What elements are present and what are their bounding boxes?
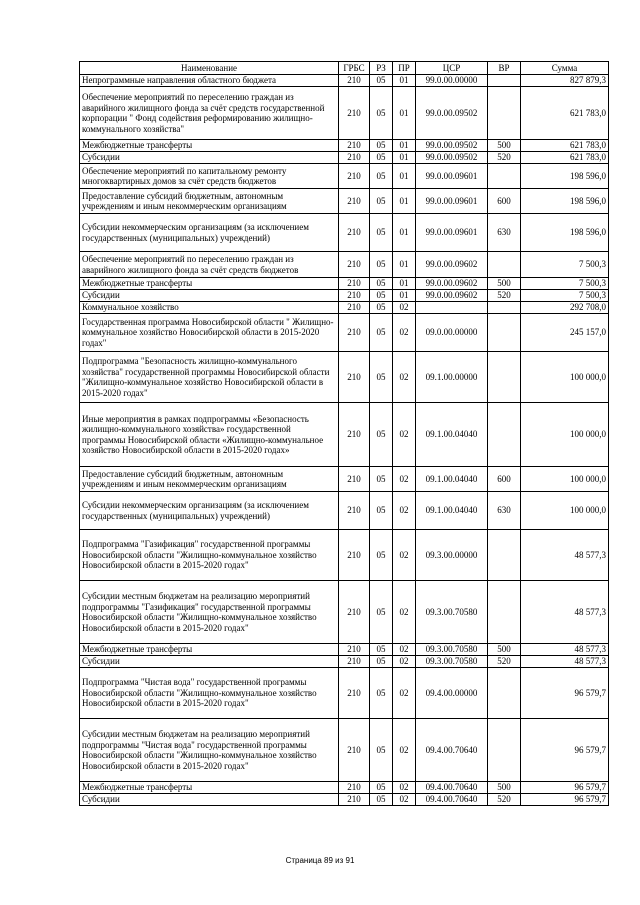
header-csr: ЦСР xyxy=(416,62,488,75)
cell-csr: 09.1.00.00000 xyxy=(416,352,488,403)
cell-name: Подпрограмма "Чистая вода" государственной программы Новосибирской области "Жилищно-коммунальное хозяйство Новосибирской области в 2015-2020 годах" xyxy=(80,668,339,719)
cell-csr: 09.3.00.70580 xyxy=(416,644,488,656)
header-rz: РЗ xyxy=(370,62,393,75)
cell-sum: 96 579,7 xyxy=(521,782,609,794)
cell-grbs: 210 xyxy=(339,467,370,492)
table-row xyxy=(80,290,609,302)
cell-sum: 100 000,0 xyxy=(521,403,609,467)
cell-vr xyxy=(488,352,521,403)
cell-pr: 02 xyxy=(393,492,416,530)
cell-vr: 520 xyxy=(488,152,521,164)
cell-vr xyxy=(488,668,521,719)
cell-rz: 05 xyxy=(370,75,393,87)
cell-name: Подпрограмма "Газификация" государственной программы Новосибирской области "Жилищно-коммунальное хозяйство Новосибирской области в 2015-2020 годах" xyxy=(80,530,339,581)
cell-pr: 02 xyxy=(393,782,416,794)
cell-pr: 02 xyxy=(393,794,416,806)
cell-sum: 96 579,7 xyxy=(521,794,609,806)
cell-sum: 621 783,0 xyxy=(521,87,609,140)
cell-vr: 600 xyxy=(488,467,521,492)
cell-vr xyxy=(488,530,521,581)
header-sum: Сумма xyxy=(521,62,609,75)
cell-vr: 630 xyxy=(488,492,521,530)
cell-pr: 01 xyxy=(393,214,416,252)
cell-csr: 09.4.00.70640 xyxy=(416,782,488,794)
cell-grbs: 210 xyxy=(339,668,370,719)
cell-pr: 01 xyxy=(393,140,416,152)
cell-name: Субсидии xyxy=(80,794,339,806)
table-row xyxy=(80,656,609,668)
cell-vr xyxy=(488,581,521,644)
table-header-row xyxy=(80,62,609,75)
cell-rz: 05 xyxy=(370,782,393,794)
cell-name: Межбюджетные трансферты xyxy=(80,782,339,794)
cell-csr: 09.3.00.00000 xyxy=(416,530,488,581)
header-grbs: ГРБС xyxy=(339,62,370,75)
table-row xyxy=(80,214,609,252)
cell-pr: 02 xyxy=(393,403,416,467)
cell-vr: 500 xyxy=(488,140,521,152)
cell-grbs: 210 xyxy=(339,152,370,164)
cell-rz: 05 xyxy=(370,152,393,164)
cell-sum: 7 500,3 xyxy=(521,252,609,278)
cell-pr: 01 xyxy=(393,75,416,87)
cell-name: Обеспечение мероприятий по капитальному ремонту многоквартирных домов за счёт средств бюджетов xyxy=(80,164,339,189)
cell-csr: 09.4.00.70640 xyxy=(416,794,488,806)
cell-grbs: 210 xyxy=(339,87,370,140)
table-row xyxy=(80,252,609,278)
cell-sum: 245 157,0 xyxy=(521,314,609,352)
cell-vr: 500 xyxy=(488,644,521,656)
cell-csr: 09.4.00.00000 xyxy=(416,668,488,719)
cell-vr: 600 xyxy=(488,189,521,214)
table-row xyxy=(80,581,609,644)
cell-name: Предоставление субсидий бюджетным, автономным учреждениям и иным некоммерческим организациям xyxy=(80,189,339,214)
cell-rz: 05 xyxy=(370,644,393,656)
cell-rz: 05 xyxy=(370,278,393,290)
cell-name: Субсидии местным бюджетам на реализацию мероприятий подпрограммы "Чистая вода" государственной программы Новосибирской области "Жилищно-коммунальное хозяйство Новосибирской области в 2015-2020 годах" xyxy=(80,719,339,782)
cell-csr: 99.0.00.09602 xyxy=(416,252,488,278)
cell-name: Субсидии местным бюджетам на реализацию мероприятий подпрограммы "Газификация" государственной программы Новосибирской области "Жилищно-коммунальное хозяйство Новосибирской области в 2015-2020 годах" xyxy=(80,581,339,644)
table-row xyxy=(80,140,609,152)
table-row xyxy=(80,189,609,214)
cell-rz: 05 xyxy=(370,794,393,806)
cell-sum: 621 783,0 xyxy=(521,140,609,152)
cell-name: Подпрограмма "Безопасность жилищно-коммунального хозяйства" государственной программы Новосибирской области "Жилищно-коммунальное хозяйство Новосибирской области в 2015-2020 годах" xyxy=(80,352,339,403)
cell-grbs: 210 xyxy=(339,492,370,530)
table-row xyxy=(80,314,609,352)
cell-vr: 520 xyxy=(488,794,521,806)
cell-pr: 01 xyxy=(393,290,416,302)
cell-rz: 05 xyxy=(370,581,393,644)
cell-csr: 09.1.00.04040 xyxy=(416,403,488,467)
cell-csr: 99.0.00.09601 xyxy=(416,189,488,214)
cell-name: Субсидии некоммерческим организациям (за исключением государственных (муниципальных) учреждений) xyxy=(80,492,339,530)
cell-name: Субсидии некоммерческим организациям (за исключением государственных (муниципальных) учреждений) xyxy=(80,214,339,252)
cell-pr: 01 xyxy=(393,164,416,189)
cell-grbs: 210 xyxy=(339,352,370,403)
header-name: Наименование xyxy=(80,62,339,75)
cell-csr: 99.0.00.09601 xyxy=(416,214,488,252)
cell-csr: 99.0.00.09602 xyxy=(416,290,488,302)
cell-sum: 827 879,3 xyxy=(521,75,609,87)
header-pr: ПР xyxy=(393,62,416,75)
cell-rz: 05 xyxy=(370,719,393,782)
cell-vr xyxy=(488,719,521,782)
cell-rz: 05 xyxy=(370,467,393,492)
cell-sum: 96 579,7 xyxy=(521,719,609,782)
cell-grbs: 210 xyxy=(339,656,370,668)
cell-name: Межбюджетные трансферты xyxy=(80,644,339,656)
table-row xyxy=(80,467,609,492)
cell-name: Обеспечение мероприятий по переселению граждан из аварийного жилищного фонда за счёт средств государственной корпорации " Фонд содействия реформированию жилищно-коммунального хозяйства" xyxy=(80,87,339,140)
cell-grbs: 210 xyxy=(339,189,370,214)
cell-vr xyxy=(488,87,521,140)
cell-rz: 05 xyxy=(370,656,393,668)
cell-rz: 05 xyxy=(370,140,393,152)
cell-vr xyxy=(488,403,521,467)
cell-name: Субсидии xyxy=(80,152,339,164)
cell-csr: 09.4.00.70640 xyxy=(416,719,488,782)
table-row xyxy=(80,403,609,467)
cell-grbs: 210 xyxy=(339,403,370,467)
cell-rz: 05 xyxy=(370,668,393,719)
cell-rz: 05 xyxy=(370,403,393,467)
cell-sum: 198 596,0 xyxy=(521,164,609,189)
cell-csr: 09.0.00.00000 xyxy=(416,314,488,352)
cell-csr: 99.0.00.09601 xyxy=(416,164,488,189)
cell-grbs: 210 xyxy=(339,782,370,794)
cell-sum: 292 708,0 xyxy=(521,302,609,314)
cell-grbs: 210 xyxy=(339,794,370,806)
cell-vr xyxy=(488,75,521,87)
cell-sum: 100 000,0 xyxy=(521,467,609,492)
table-row xyxy=(80,492,609,530)
table-row xyxy=(80,794,609,806)
cell-rz: 05 xyxy=(370,290,393,302)
cell-sum: 621 783,0 xyxy=(521,152,609,164)
cell-pr: 01 xyxy=(393,252,416,278)
cell-pr: 02 xyxy=(393,719,416,782)
cell-grbs: 210 xyxy=(339,252,370,278)
cell-rz: 05 xyxy=(370,214,393,252)
page-number: Страница 89 из 91 xyxy=(285,856,355,865)
cell-vr: 520 xyxy=(488,656,521,668)
cell-grbs: 210 xyxy=(339,530,370,581)
cell-csr: 99.0.00.09502 xyxy=(416,140,488,152)
cell-grbs: 210 xyxy=(339,644,370,656)
cell-sum: 7 500,3 xyxy=(521,278,609,290)
cell-sum: 48 577,3 xyxy=(521,644,609,656)
cell-grbs: 210 xyxy=(339,75,370,87)
table-row xyxy=(80,530,609,581)
cell-grbs: 210 xyxy=(339,314,370,352)
cell-csr: 99.0.00.09602 xyxy=(416,278,488,290)
cell-name: Государственная программа Новосибирской области " Жилищно-коммунальное хозяйство Новосибирской области в 2015-2020 годах" xyxy=(80,314,339,352)
cell-pr: 01 xyxy=(393,152,416,164)
cell-vr xyxy=(488,314,521,352)
cell-sum: 96 579,7 xyxy=(521,668,609,719)
cell-csr: 09.3.00.70580 xyxy=(416,581,488,644)
cell-csr xyxy=(416,302,488,314)
table-row xyxy=(80,87,609,140)
cell-grbs: 210 xyxy=(339,581,370,644)
cell-sum: 198 596,0 xyxy=(521,189,609,214)
cell-pr: 02 xyxy=(393,314,416,352)
table-row xyxy=(80,152,609,164)
cell-rz: 05 xyxy=(370,492,393,530)
cell-rz: 05 xyxy=(370,189,393,214)
cell-csr: 99.0.00.00000 xyxy=(416,75,488,87)
cell-name: Субсидии xyxy=(80,656,339,668)
cell-rz: 05 xyxy=(370,530,393,581)
table-row xyxy=(80,668,609,719)
cell-rz: 05 xyxy=(370,164,393,189)
table-row xyxy=(80,302,609,314)
cell-sum: 48 577,3 xyxy=(521,656,609,668)
cell-pr: 01 xyxy=(393,189,416,214)
cell-sum: 48 577,3 xyxy=(521,581,609,644)
cell-grbs: 210 xyxy=(339,719,370,782)
cell-grbs: 210 xyxy=(339,214,370,252)
table-row xyxy=(80,644,609,656)
cell-pr: 02 xyxy=(393,581,416,644)
cell-sum: 48 577,3 xyxy=(521,530,609,581)
cell-name: Обеспечение мероприятий по переселению граждан из аварийного жилищного фонда за счёт средств бюджетов xyxy=(80,252,339,278)
table-row xyxy=(80,75,609,87)
cell-pr: 02 xyxy=(393,302,416,314)
cell-pr: 02 xyxy=(393,467,416,492)
cell-pr: 02 xyxy=(393,656,416,668)
budget-table xyxy=(79,61,609,806)
cell-sum: 100 000,0 xyxy=(521,492,609,530)
cell-grbs: 210 xyxy=(339,290,370,302)
cell-name: Непрограммные направления областного бюджета xyxy=(80,75,339,87)
cell-name: Иные мероприятия в рамках подпрограммы «Безопасность жилищно-коммунального хозяйства» государственной программы Новосибирской области «Жилищно-коммунальное хозяйство Новосибирской области в 2015-2020 годах» xyxy=(80,403,339,467)
cell-name: Межбюджетные трансферты xyxy=(80,140,339,152)
cell-vr: 500 xyxy=(488,782,521,794)
cell-name: Субсидии xyxy=(80,290,339,302)
cell-pr: 01 xyxy=(393,278,416,290)
cell-pr: 01 xyxy=(393,87,416,140)
cell-vr: 520 xyxy=(488,290,521,302)
cell-grbs: 210 xyxy=(339,278,370,290)
header-vr: ВР xyxy=(488,62,521,75)
cell-grbs: 210 xyxy=(339,302,370,314)
cell-rz: 05 xyxy=(370,87,393,140)
table-row xyxy=(80,164,609,189)
cell-rz: 05 xyxy=(370,314,393,352)
cell-csr: 09.1.00.04040 xyxy=(416,467,488,492)
cell-pr: 02 xyxy=(393,530,416,581)
cell-vr xyxy=(488,302,521,314)
cell-grbs: 210 xyxy=(339,140,370,152)
cell-vr xyxy=(488,252,521,278)
cell-name: Предоставление субсидий бюджетным, автономным учреждениям и иным некоммерческим организациям xyxy=(80,467,339,492)
cell-rz: 05 xyxy=(370,302,393,314)
cell-rz: 05 xyxy=(370,252,393,278)
cell-pr: 02 xyxy=(393,352,416,403)
cell-sum: 198 596,0 xyxy=(521,214,609,252)
cell-csr: 99.0.00.09502 xyxy=(416,152,488,164)
cell-vr xyxy=(488,164,521,189)
table-row xyxy=(80,719,609,782)
cell-pr: 02 xyxy=(393,644,416,656)
cell-csr: 09.1.00.04040 xyxy=(416,492,488,530)
cell-vr: 500 xyxy=(488,278,521,290)
cell-name: Межбюджетные трансферты xyxy=(80,278,339,290)
table-row xyxy=(80,782,609,794)
cell-sum: 100 000,0 xyxy=(521,352,609,403)
cell-csr: 99.0.00.09502 xyxy=(416,87,488,140)
cell-sum: 7 500,3 xyxy=(521,290,609,302)
cell-name: Коммунальное хозяйство xyxy=(80,302,339,314)
cell-pr: 02 xyxy=(393,668,416,719)
cell-vr: 630 xyxy=(488,214,521,252)
table-row xyxy=(80,352,609,403)
table-row xyxy=(80,278,609,290)
cell-rz: 05 xyxy=(370,352,393,403)
cell-grbs: 210 xyxy=(339,164,370,189)
cell-csr: 09.3.00.70580 xyxy=(416,656,488,668)
